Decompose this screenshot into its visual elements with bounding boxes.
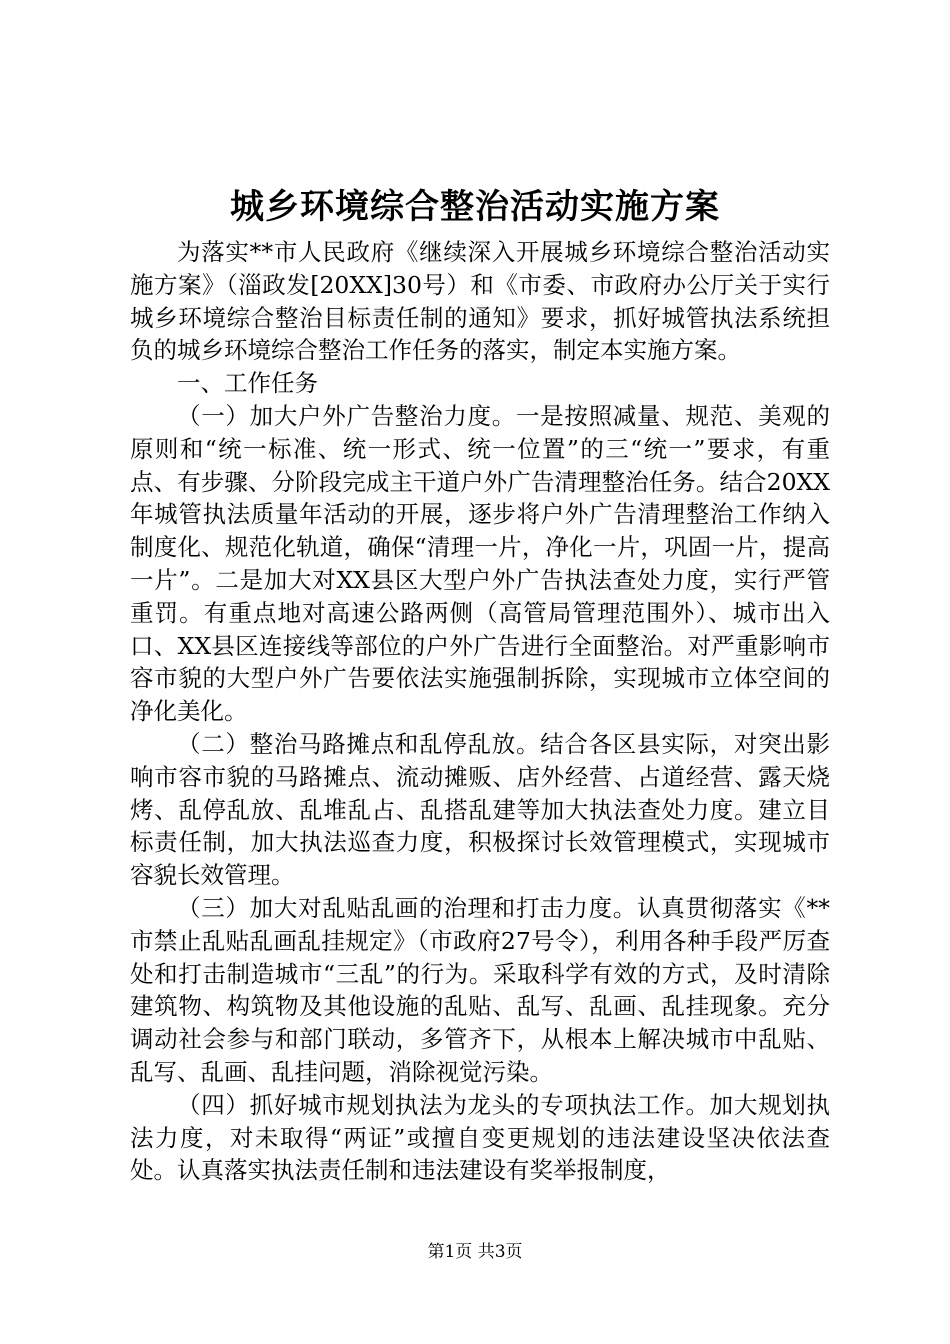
page-number-footer: 第1页 共3页	[427, 1242, 523, 1262]
paragraph-task-3: （三）加大对乱贴乱画的治理和打击力度。认真贯彻落实《**市禁止乱贴乱画乱挂规定》（市政府27号令），利用各种手段严厉查处和打击制造城市“三乱”的行为。采取科学有效的方式，及时清除建筑物、构筑物及其他设施的乱贴、乱写、乱画、乱挂现象。充分调动社会参与和部门联动，多管齐下，从根本上解决城市中乱贴、乱写、乱画、乱挂问题，消除视觉污染。	[130, 893, 830, 1086]
paragraph-intro: 为落实**市人民政府《继续深入开展城乡环境综合整治活动实施方案》（淄政发[20XX]30号）和《市委、市政府办公厅关于实行城乡环境综合整治目标责任制的通知》要求，抓好城管执法系统担负的城乡环境综合整治工作任务的落实，制定本实施方案。	[130, 238, 830, 365]
paragraph-task-2: （二）整治马路摊点和乱停乱放。结合各区县实际，对突出影响市容市貌的马路摊点、流动摊贩、店外经营、占道经营、露天烧烤、乱停乱放、乱堆乱占、乱搭乱建等加大执法查处力度。建立目标责任制，加大执法巡查力度，积极探讨长效管理模式，实现城市容貌长效管理。	[130, 729, 830, 890]
paragraph-task-4: （四）抓好城市规划执法为龙头的专项执法工作。加大规划执法力度，对未取得“两证”或擅自变更规划的违法建设坚决依法查处。认真落实执法责任制和违法建设有奖举报制度，	[130, 1090, 830, 1185]
section-heading-work-tasks: 一、工作任务	[177, 369, 318, 398]
document-body	[130, 236, 830, 1187]
document-title: 城乡环境综合整治活动实施方案	[230, 187, 720, 227]
paragraph-task-1: （一）加大户外广告整治力度。一是按照减量、规范、美观的原则和“统一标准、统一形式、统一位置”的三“统一”要求，有重点、有步骤、分阶段完成主干道户外广告清理整治任务。结合20XX年城管执法质量年活动的开展，逐步将户外广告清理整治工作纳入制度化、规范化轨道，确保“清理一片，净化一片，巩固一片，提高一片”。二是加大对XX县区大型户外广告执法查处力度，实行严管重罚。有重点地对高速公路两侧（高管局管理范围外）、城市出入口、XX县区连接线等部位的户外广告进行全面整治。对严重影响市容市貌的大型户外广告要依法实施强制拆除，实现城市立体空间的净化美化。	[130, 401, 830, 726]
